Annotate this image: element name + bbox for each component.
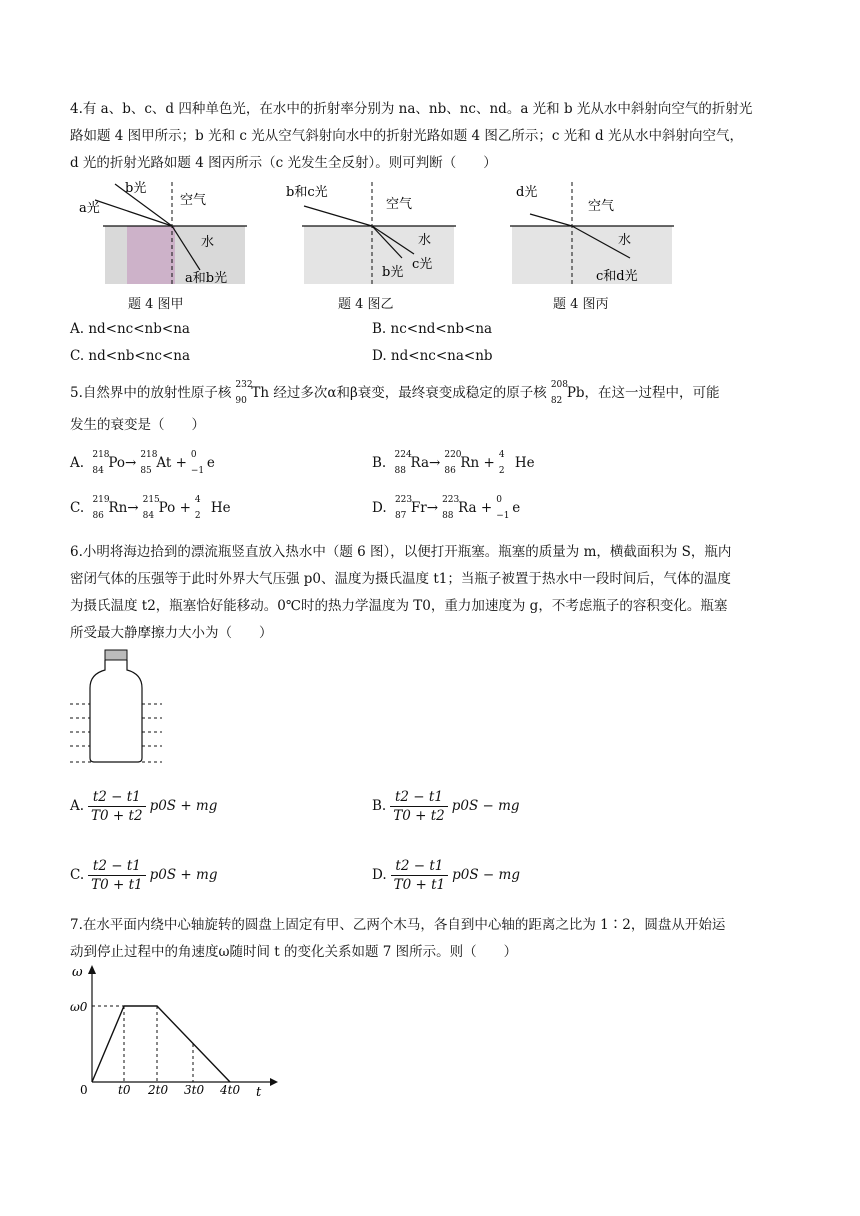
q5-option-a[interactable]: A. 218 84 Po→ 218 85 At + 0 −1 e [70, 450, 215, 476]
graph-tick-4t0: 4t0 [220, 1083, 241, 1097]
fig4-yi-label-b: b光 [382, 265, 404, 280]
omega-time-graph [70, 962, 280, 1097]
fig4-bing-label-air: 空气 [588, 199, 615, 214]
fig4-yi-label-bc: b和c光 [286, 185, 328, 200]
figure-4-bing [500, 178, 680, 286]
graph-origin-label: 0 [80, 1083, 88, 1097]
nuclide-pb: 208 82 Pb [550, 380, 585, 406]
bottle-figure [70, 648, 170, 768]
graph-tick-2t0: 2t0 [148, 1083, 169, 1097]
q5-text-1b: 经过多次α和β衰变，最终衰变成稳定的原子核 [273, 385, 547, 401]
graph-tick-t0: t0 [118, 1083, 131, 1097]
q4-line-2: 路如题 4 图甲所示；b 光和 c 光从空气斜射向水中的折射光路如题 4 图乙所示；c 光和 d 光从水中斜射向空气， [70, 128, 743, 144]
q4-option-d[interactable]: D. nd<nc<na<nb [372, 348, 493, 364]
q4-option-a[interactable]: A. nd<nc<nb<na [70, 321, 190, 337]
fig4-yi-label-water: 水 [418, 233, 432, 248]
q7-line-1: 7.在水平面内绕中心轴旋转的圆盘上固定有甲、乙两个木马，各自到中心轴的距离之比为 1∶2，圆盘从开始运 [70, 917, 726, 933]
fig4-jia-label-a: a光 [79, 201, 100, 216]
q5-option-c[interactable]: C. 219 86 Rn→ 215 84 Po + 4 2 He [70, 495, 231, 521]
q4-option-b[interactable]: B. nc<nd<nb<na [372, 321, 493, 337]
graph-tick-3t0: 3t0 [184, 1083, 205, 1097]
fig4-jia-label-air: 空气 [180, 193, 207, 208]
q6-option-a[interactable]: A. $\frac{t2 - t1}{T0 + t2}$ p0S + mg [70, 789, 218, 824]
q4-line-3: d 光的折射光路如题 4 图丙所示（c 光发生全反射）。则可判断（ ） [70, 155, 497, 171]
q5-text-1c: ，在这一过程中，可能 [584, 385, 720, 401]
q6-line-1: 6.小明将海边拾到的漂流瓶竖直放入热水中（题 6 图），以便打开瓶塞。瓶塞的质量为 m，横截面积为 S，瓶内 [70, 544, 732, 560]
fig4-bing-label-water: 水 [618, 233, 632, 248]
q5-option-d[interactable]: D. 223 87 Fr→ 223 88 Ra + 0 −1 e [372, 495, 521, 521]
fig4-bing-label-cd: c和d光 [596, 269, 638, 284]
q6-line-4: 所受最大静摩擦力大小为（ ） [70, 625, 273, 641]
q5-option-b[interactable]: B. 224 88 Ra→ 220 86 Rn + 4 2 He [372, 450, 535, 476]
graph-w0-label: ω0 [70, 1000, 88, 1014]
nuclide-th: 232 90 Th [235, 380, 270, 406]
figure-4-yi [282, 178, 462, 286]
fig4-yi-caption: 题 4 图乙 [338, 297, 394, 312]
q5-line-2: 发生的衰变是（ ） [70, 417, 205, 433]
graph-xlabel: t [256, 1085, 262, 1097]
q5-text-1a: 5.自然界中的放射性原子核 [70, 385, 232, 401]
fig4-jia-label-water: 水 [201, 235, 215, 250]
q4-option-c[interactable]: C. nd<nb<nc<na [70, 348, 191, 364]
fig4-jia-caption: 题 4 图甲 [128, 297, 184, 312]
fig4-bing-caption: 题 4 图丙 [553, 297, 609, 312]
q6-line-2: 密闭气体的压强等于此时外界大气压强 p0、温度为摄氏温度 t1；当瓶子被置于热水中一段时间后，气体的温度 [70, 571, 731, 587]
q4-line-1: 4.有 a、b、c、d 四种单色光，在水中的折射率分别为 na、nb、nc、nd。a 光和 b 光从水中斜射向空气的折射光 [70, 101, 753, 117]
q5-line-1 [70, 380, 720, 406]
q6-option-d[interactable]: D. $\frac{t2 - t1}{T0 + t1}$ p0S − mg [372, 858, 520, 893]
figure-4-jia [75, 178, 255, 286]
q6-option-c[interactable]: C. $\frac{t2 - t1}{T0 + t1}$ p0S + mg [70, 858, 218, 893]
q6-option-b[interactable]: B. $\frac{t2 - t1}{T0 + t2}$ p0S − mg [372, 789, 520, 824]
fig4-bing-label-d: d光 [516, 185, 538, 200]
fig4-jia-label-ab: a和b光 [185, 271, 228, 286]
q7-line-2: 动到停止过程中的角速度ω随时间 t 的变化关系如题 7 图所示。则（ ） [70, 944, 518, 960]
fig4-jia-label-b: b光 [125, 181, 147, 196]
fig4-yi-label-c: c光 [412, 257, 433, 272]
q6-line-3: 为摄氏温度 t2，瓶塞恰好能移动。0℃时的热力学温度为 T0，重力加速度为 g，不考虑瓶子的容积变化。瓶塞 [70, 598, 728, 614]
fig4-yi-label-air: 空气 [386, 197, 413, 212]
graph-ylabel: ω [72, 965, 83, 980]
